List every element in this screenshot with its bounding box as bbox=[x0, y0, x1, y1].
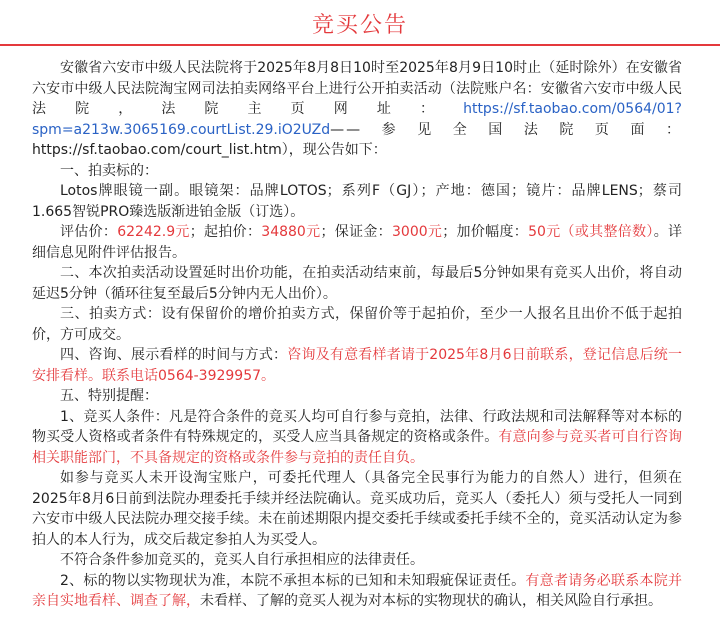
section-4 bbox=[32, 345, 682, 386]
section-1-prices bbox=[32, 222, 682, 263]
eval-label: 评估价： bbox=[60, 224, 118, 240]
section-2: 二、本次拍卖活动设置延时出价功能，在拍卖活动结束前，每最后5分钟如果有竞买人出价，将自动延迟5分钟（循环往复至最后5分钟内无人出价）。 bbox=[32, 265, 682, 302]
section-4-contact: 咨询及有意看样者请于2025年8月6日前联系，登记信息后统一安排看样。联系电话0564-3929957。 bbox=[32, 347, 682, 384]
section-4-label: 四、咨询、展示看样的时间与方式： bbox=[60, 347, 288, 363]
section-3: 三、拍卖方式：设有保留价的增价拍卖方式，保留价等于起拍价，至少一人报名且出价不低于起拍价，方可成交。 bbox=[32, 306, 682, 343]
prices-tail: 。详细信息见附件评估报告。 bbox=[32, 224, 683, 261]
section-5-p4-warning: 有意者请务必联系本院并亲自实地看样、调查了解， bbox=[32, 572, 683, 609]
section-5-p4-text-a: 2、标的物以实物现状为准，本院不承担本标的已知和未知瑕疵保证责任。 bbox=[60, 572, 526, 589]
deposit-value: 3000元 bbox=[392, 224, 443, 240]
section-5-heading: 五、特别提醒： bbox=[60, 388, 158, 404]
eval-value: 62242.9元 bbox=[117, 224, 190, 240]
page-title: 竞买公告 bbox=[311, 13, 408, 38]
section-5-p4 bbox=[32, 571, 682, 612]
section-5-p4-text-b: 未看样、了解的竞买人视为对本标的实物现状的确认，相关风险自行承担。 bbox=[200, 593, 662, 609]
section-5-p3: 不符合条件参加竞买的，竞买人自行承担相应的法律责任。 bbox=[60, 552, 424, 568]
start-label: ；起拍价： bbox=[189, 224, 262, 240]
intro-paragraph bbox=[32, 58, 682, 161]
section-1-description: Lotos牌眼镜一副。眼镜架：品牌LOTOS；系列F（GJ）；产地：德国；镜片：品牌LENS；蔡司1.665智锐PRO臻选版渐进铂金版（订选）。 bbox=[32, 183, 682, 220]
section-5-p2: 如参与竞买人未开设淘宝账户，可委托代理人（具备完全民事行为能力的自然人）进行，但须在2025年8月6日前到法院办理委托手续并经法院确认。竞买成功后，竞买人（委托人）须与受托人一同到六安市中级人民法院办理交接手续。未在前述期限内提交委托手续或委托手续不全的，竞买活动认定为参拍人的本人行为，成交后裁定参拍人为买受人。 bbox=[32, 470, 682, 548]
deposit-label: ；保证金： bbox=[320, 224, 392, 240]
increment-label: ；加价幅度： bbox=[442, 224, 529, 240]
increment-value: 50元（或其整倍数） bbox=[528, 224, 654, 240]
section-5-p1 bbox=[32, 407, 682, 469]
start-value: 34880元 bbox=[261, 224, 321, 240]
intro-text-b: ——参见全国法院页面： bbox=[330, 121, 682, 138]
intro-text-a: 安徽省六安市中级人民法院将于2025年8月8日10时至2025年8月9日10时止（延时除外）在安徽省六安市中级人民法院淘宝网司法拍卖网络平台上进行公开拍卖活动（法院账户名：安徽省六安市中级人民法院，法院主页网址： bbox=[32, 60, 682, 117]
title-divider bbox=[0, 44, 720, 46]
court-homepage-link[interactable]: https://sf.taobao.com/0564/01?spm=a213w.3065169.courtList.29.iO2UZd bbox=[32, 101, 682, 138]
section-5-p1-warning: 有意向参与竞买者可自行咨询相关职能部门，不具备规定的资格或条件参与竞拍的责任自负。 bbox=[32, 429, 683, 466]
section-1-heading: 一、拍卖标的： bbox=[60, 162, 158, 179]
announcement-body bbox=[32, 58, 682, 612]
national-court-link[interactable]: https://sf.taobao.com/court_list.htm bbox=[32, 142, 282, 158]
intro-text-c: ），现公告如下： bbox=[281, 142, 387, 158]
section-5-p1-text: 1、竞买人条件：凡是符合条件的竞买人均可自行参与竞拍，法律、行政法规和司法解释等对本标的物买受人资格或者条件有特殊规定的，买受人应当具备规定的资格或条件。 bbox=[32, 408, 682, 445]
